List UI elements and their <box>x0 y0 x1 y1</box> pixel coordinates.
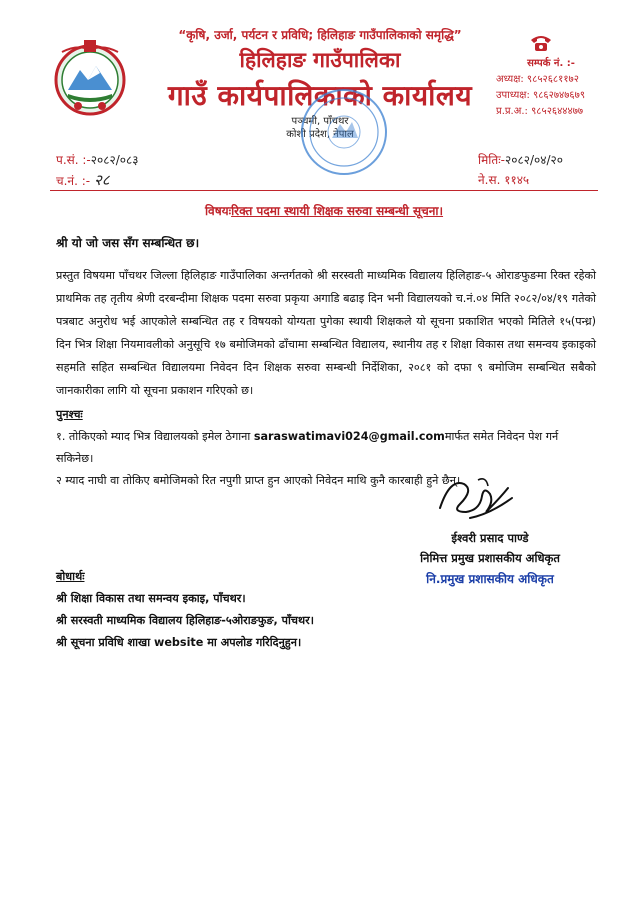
slogan: “कृषि, उर्जा, पर्यटन र प्रविधि; हिलिहाङ गाउँपालिकाको समृद्धि” <box>178 28 462 42</box>
telephone-icon <box>530 34 552 52</box>
cc-item: श्री सूचना प्रविधि शाखा website मा अपलोड गरिदिनुहुन। <box>56 636 302 649</box>
date-block <box>478 150 563 190</box>
signature-icon <box>430 468 520 528</box>
postscript-heading: पुनश्चः <box>56 408 83 421</box>
signer-name: ईश्वरी प्रसाद पाण्डे <box>451 531 529 545</box>
salutation: श्री यो जो जस सँग सम्बन्धित छ। <box>56 236 200 250</box>
notice-body: प्रस्तुत विषयमा पाँचथर जिल्ला हिलिहाङ गाउँपालिका अन्तर्गतको श्री सरस्वती माध्यमिक विद्यालय हिलिहाङ-५ ओराङफुङमा रिक्त रहेको प्राथमिक तह तृतीय श्रेणी दरबन्दीमा शिक्षक पदमा सरुवा प्रकृया अगाडि बढाइ दिन भनी विद्यालयको च.नं.०४ मिति २०८२/०४/१९ गतेको पत्रबाट अनुरोध भई आएकोले सम्बन्धित तह र विषयको योग्यता पुगेका स्थायी शिक्षकले यो सूचना प्रकाशित भएको मितिले १५(पन्ध्र) दिन भित्र शिक्षा नियमावलीको अनुसूचि १७ बमोजिमको ढाँचामा सम्बन्धित विद्यालय, स्थानीय तह र शिक्षा विकास तथा समन्वय इकाइको सहमति सहित सम्बन्धित विद्यालयमा निवेदन दिन शिक्षक सरुवा सम्बन्धी निर्देशिका, २०८१ को दफा ९ बमोजिम सम्बन्धित सबैको जानकारीका लागि यो सूचना प्रकाशन गरिएको छ। <box>56 269 596 397</box>
contact-cao: प्र.प्र.अ.: ९८५२६४४४७७ <box>496 106 584 117</box>
contact-vice-chair: उपाध्यक्ष: ९८६२७४७६७९ <box>496 90 586 101</box>
contact-title: सम्पर्क नं. :- <box>527 58 575 69</box>
nepal-sambat: ने.स. ११४५ <box>478 173 530 187</box>
postscript-item-1: १. तोकिएको म्याद भित्र विद्यालयको इमेल ठेगाना saraswatimavi024@gmail.comमार्फत समेत निवेदन पेश गर्न सकिनेछ। <box>56 430 559 465</box>
postscript-item-2: २ म्याद नाघी वा तोकिए बमोजिमको रित नपुगी प्राप्त हुन आएको निवेदन माथि कुनै कारबाही हुने छैन्। <box>56 474 461 487</box>
header-divider <box>50 190 598 191</box>
subject-label: विषयः <box>204 204 232 218</box>
signer-block <box>380 528 600 568</box>
date-label: मितिः- <box>478 153 505 167</box>
cc-item: श्री सरस्वती माध्यमिक विद्यालय हिलिहाङ-५ओराङफुङ, पाँचथर। <box>56 614 314 627</box>
patra-sankhya <box>56 150 138 170</box>
chalani-label: च.नं. :- <box>56 174 91 188</box>
school-email: saraswatimavi024@gmail.com <box>253 430 445 443</box>
rural-municipality-name: हिलिहाङ गाउँपालिका <box>239 48 401 72</box>
cc-block <box>56 566 314 654</box>
patra-value: २०८२/०८३ <box>90 153 139 167</box>
signer-title: निमित्त प्रमुख प्रशासकीय अधिकृत <box>420 551 560 565</box>
patra-label: प.सं. :- <box>56 153 91 167</box>
chalani-number <box>56 170 138 191</box>
cc-heading: बोधार्थः <box>56 570 85 583</box>
office-stamp-icon <box>296 86 392 178</box>
subject-text: रिक्त पदमा स्थायी शिक्षक सरुवा सम्बन्धी सूचना। <box>231 204 444 218</box>
address-line-2: कोशी प्रदेश, नेपाल <box>286 129 354 140</box>
contact-chair: अध्यक्ष: ९८५२६८११७२ <box>496 74 579 85</box>
office-name: गाउँ कार्यपालिकाको कार्यालय <box>167 79 473 112</box>
nepal-emblem-icon <box>48 36 132 120</box>
chalani-value: २८ <box>93 171 110 189</box>
contact-block <box>496 56 606 120</box>
cc-item: श्री शिक्षा विकास तथा समन्वय इकाइ, पाँचथर। <box>56 592 246 605</box>
date-line <box>478 150 563 170</box>
designation-stamp: नि.प्रमुख प्रशासकीय अधिकृत <box>426 572 554 586</box>
reference-block <box>56 150 138 191</box>
address-line-1: पञ्चमी, पाँचथर <box>291 116 349 127</box>
date-value: २०८२/०४/२० <box>505 153 564 167</box>
subject-line <box>50 202 598 219</box>
